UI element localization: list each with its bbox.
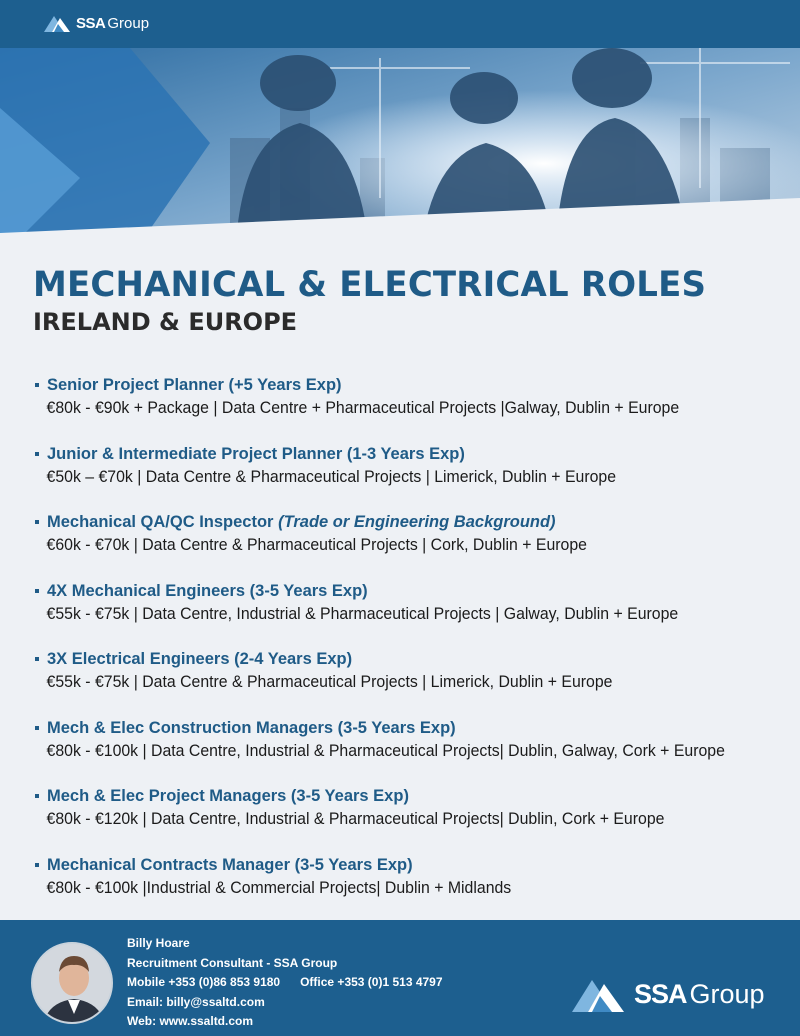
role-title: 4X Mechanical Engineers (3-5 Years Exp) bbox=[35, 580, 795, 602]
construction-workers-illustration bbox=[0, 48, 800, 258]
role-description: €55k - €75k | Data Centre, Industrial & Pharmaceutical Projects | Galway, Dublin + Europe bbox=[46, 604, 679, 623]
contact-role: Recruitment Consultant - SSA Group bbox=[127, 955, 338, 970]
role-title-note: (Trade or Engineering Background) bbox=[278, 513, 556, 531]
title-block bbox=[33, 265, 773, 336]
contact-office: Office +353 (0)1 513 4797 bbox=[300, 975, 443, 989]
top-header-bar bbox=[0, 0, 800, 48]
footer-bar bbox=[0, 920, 800, 1036]
roles-list bbox=[35, 374, 795, 922]
role-item bbox=[35, 785, 795, 854]
role-description: €80k - €120k | Data Centre, Industrial & Pharmaceutical Projects| Dublin, Cork + Europe bbox=[46, 810, 665, 828]
ssa-logo-mark-icon bbox=[44, 14, 72, 32]
role-item bbox=[35, 854, 795, 923]
contact-details bbox=[127, 934, 443, 1032]
role-description: €50k – €70k | Data Centre & Pharmaceutical Projects | Limerick, Dublin + Europe bbox=[46, 467, 617, 486]
role-item bbox=[35, 648, 795, 717]
page-subtitle: IRELAND & EUROPE bbox=[33, 308, 298, 336]
role-item bbox=[35, 511, 795, 580]
role-item bbox=[35, 443, 795, 512]
role-title: Mech & Elec Project Managers (3-5 Years Exp) bbox=[35, 785, 795, 807]
contact-phones bbox=[127, 973, 443, 993]
role-title: Mechanical QA/QC Inspector (Trade or Engineering Background) bbox=[35, 511, 795, 533]
ssa-group-logo bbox=[44, 14, 149, 32]
role-description: €80k - €90k + Package | Data Centre + Pharmaceutical Projects |Galway, Dublin + Europe bbox=[46, 399, 680, 417]
ssa-logo-mark-icon bbox=[572, 976, 628, 1012]
contact-name: Billy Hoare bbox=[127, 936, 190, 950]
role-item bbox=[35, 580, 795, 649]
logo-text-bold: SSA bbox=[76, 14, 106, 32]
logo-text-light: Group bbox=[689, 978, 765, 1009]
role-title: Junior & Intermediate Project Planner (1-3 Years Exp) bbox=[35, 443, 795, 465]
logo-text-light: Group bbox=[107, 14, 150, 32]
avatar bbox=[31, 942, 113, 1024]
logo-text-bold: SSA bbox=[634, 978, 687, 1009]
role-item bbox=[35, 374, 795, 443]
page-title: MECHANICAL & ELECTRICAL ROLES bbox=[33, 265, 707, 305]
role-title: Senior Project Planner (+5 Years Exp) bbox=[35, 374, 795, 396]
ssa-group-logo-footer bbox=[572, 976, 765, 1012]
role-title: Mechanical Contracts Manager (3-5 Years Exp) bbox=[35, 854, 795, 876]
contact-email[interactable]: Email: billy@ssaltd.com bbox=[127, 994, 265, 1009]
role-description: €80k - €100k | Data Centre, Industrial & Pharmaceutical Projects| Dublin, Galway, Cork + Europe bbox=[46, 741, 725, 760]
role-item bbox=[35, 717, 795, 786]
role-title: 3X Electrical Engineers (2-4 Years Exp) bbox=[35, 648, 795, 670]
person-photo bbox=[33, 944, 113, 1024]
role-title: Mech & Elec Construction Managers (3-5 Years Exp) bbox=[35, 717, 795, 739]
role-description: €55k - €75k | Data Centre & Pharmaceutical Projects | Limerick, Dublin + Europe bbox=[46, 673, 613, 691]
contact-web[interactable]: Web: www.ssaltd.com bbox=[127, 1014, 254, 1028]
hero-banner-image bbox=[0, 48, 800, 258]
contact-mobile: Mobile +353 (0)86 853 9180 bbox=[127, 975, 281, 989]
role-description: €60k - €70k | Data Centre & Pharmaceutical Projects | Cork, Dublin + Europe bbox=[46, 536, 587, 554]
role-description: €80k - €100k |Industrial & Commercial Projects| Dublin + Midlands bbox=[46, 878, 512, 897]
